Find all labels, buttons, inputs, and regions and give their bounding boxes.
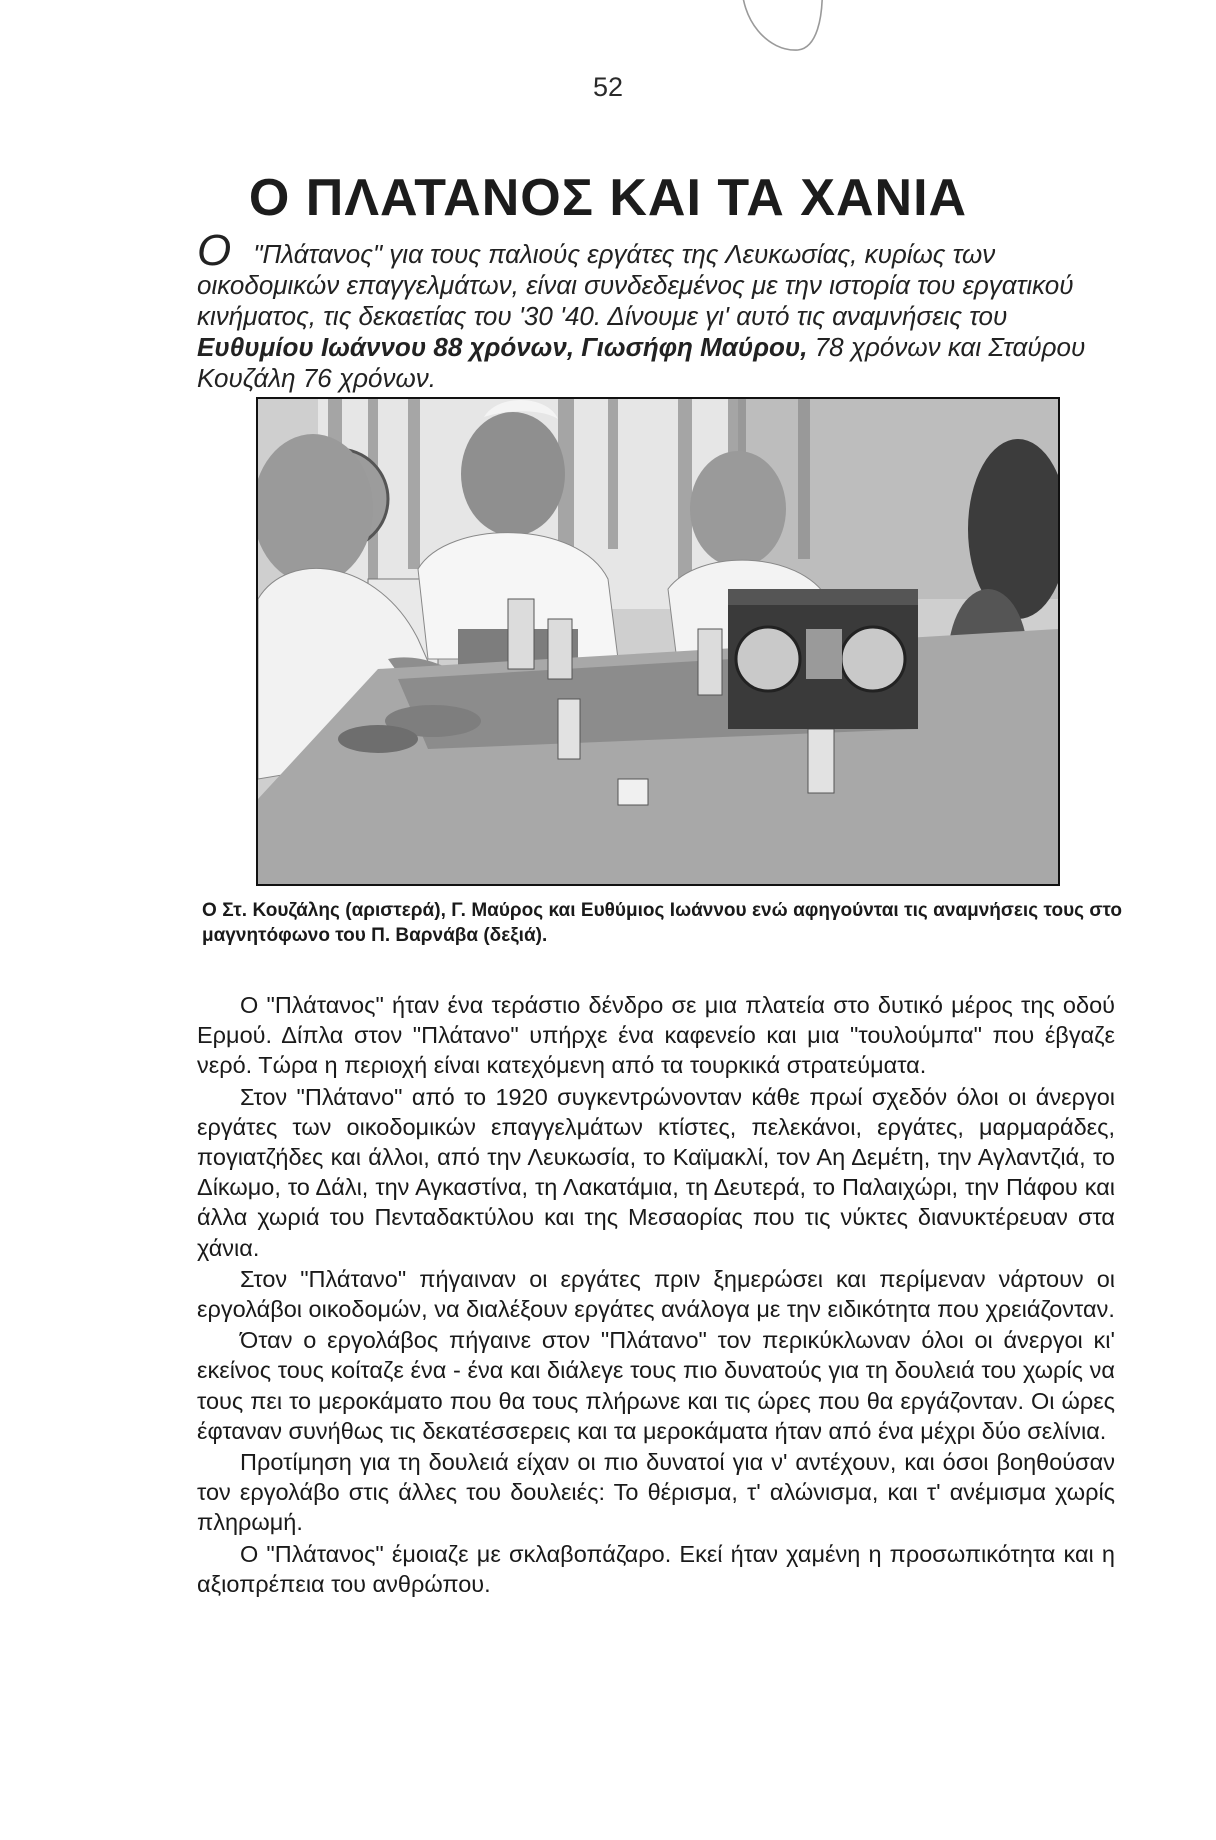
drop-cap: Ο [197,226,232,275]
body-paragraph-6: Ο "Πλάτανος" έμοιαζε με σκλαβοπάζαρο. Εκεί ήταν χαμένη η προσωπικότητα και η αξιοπρέπεια του ανθρώπου. [197,1540,1115,1597]
margin-pencil-mark [738,0,828,56]
body-paragraph-2: Στον "Πλάτανο" από το 1920 συγκεντρώνονταν κάθε πρωί σχεδόν όλοι οι άνεργοι εργάτες των οικοδομικών επαγγελμάτων κτίστες, πελεκάνοι, εργάτες, μαρμαράδες, πογιατζήδες και άλλοι, από την Λευκωσία, το Καϊμακλί, τον Αη Δεμέτη, την Αγλαντζιά, το Δίκωμο, το Δάλι, την Αγκαστίνα, τη Λακατάμια, τη Δευτερά, το Παλαιχώρι, την Πάφου και άλλα χωριά του Πενταδακτύλου και της Μεσαορίας που τις νύκτες διανυκτέρευαν στα χάνια. [197,1083,1115,1261]
intro-paragraph [197,226,1117,394]
body-paragraph-1: Ο "Πλάτανος" ήταν ένα τεράστιο δένδρο σε μια πλατεία στο δυτικό μέρος της οδού Ερμού. Δίπλα στον "Πλάτανο" υπήρχε ένα καφενείο και μια "τουλούμπα" που έβγαζε νερό. Τώρα η περιοχή είναι κατεχόμενη από τα τουρκικά στρατεύματα. [197,992,1115,1079]
article-body [197,990,1115,1600]
archival-photo [256,397,1060,886]
page-title: Ο ΠΛΑΤΑΝΟΣ ΚΑΙ ΤΑ ΧΑΝΙΑ [248,169,968,227]
intro-text-start: "Πλάτανος" για τους παλιούς εργάτες της Λευκωσίας, κυρίως των οικοδομικών επαγγελμάτων, είναι συνδεδεμένος με την ιστορία του εργατικού κινήματος, τις δεκαετίας του '30 '40. Δίνουμε γι' αυτό τις αναμνήσεις του [197,239,1074,331]
photo-caption: Ο Στ. Κουζάλης (αριστερά), Γ. Μαύρος και Ευθύμιος Ιωάννου ενώ αφηγούνται τις αναμνήσεις τους στο μαγνητόφωνο του Π. Βαρνάβα (δεξιά). [202,900,1122,946]
body-paragraph-3: Στον "Πλάτανο" πήγαιναν οι εργάτες πριν ξημερώσει και περίμεναν νάρτουν οι εργολάβοι οικοδομών, να διαλέξουν εργάτες ανάλογα με την ειδικότητα που χρειάζονταν. [197,1265,1115,1323]
body-paragraph-5: Προτίμηση για τη δουλειά είχαν οι πιο δυνατοί για ν' αντέχουν, και όσοι βοηθούσαν τον εργολάβο στις άλλες του δουλειές: Το θέρισμα, τ' αλώνισμα, και τ' ανέμισμα χωρίς πληρωμή. [197,1449,1115,1536]
intro-text-end: 78 χρόνων και Σταύρου Κουζάλη 76 χρόνων. [197,332,1086,393]
intro-bold-names: Ευθυμίου Ιωάννου 88 χρόνων, Γιωσήφη Μαύρου, [197,332,808,362]
body-paragraph-4: Όταν ο εργολάβος πήγαινε στον "Πλάτανο" τον περικύκλωναν όλοι οι άνεργοι κι' εκείνος τους κοίταζε ένα - ένα και διάλεγε τους πιο δυνατούς για τη δουλειά του χωρίς να τους πει το μεροκάματο που θα τους πλήρωνε και τις ώρες που θα εργάζονταν. Οι ώρες έφταναν συνήθως τις δεκατέσσερεις και τα μεροκάματα ήταν από ένα μέχρι δύο σελίνια. [197,1327,1115,1444]
photo-of-three-men-at-table [258,399,1058,884]
page-number: 52 [592,72,624,102]
